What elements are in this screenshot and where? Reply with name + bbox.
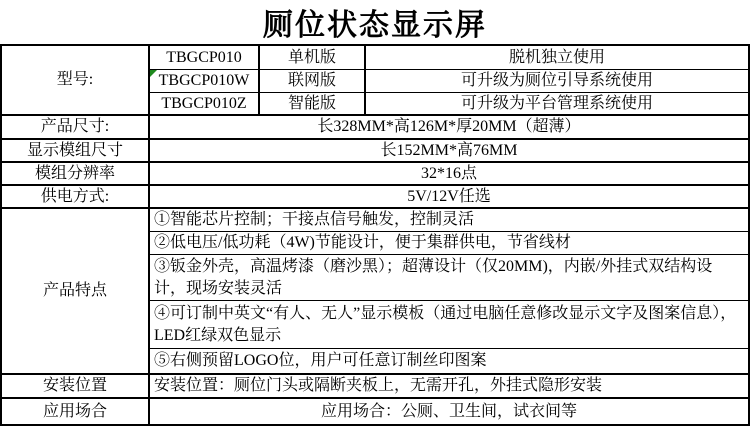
install-label-cell: 安装位置: [2, 375, 150, 399]
spec-label-cell: 供电方式:: [2, 186, 150, 209]
model-desc-cell: 可升级为平台管理系统使用: [366, 93, 748, 116]
features-label-cell: 产品特点: [2, 209, 150, 375]
install-value-cell: 安装位置：厕位门头或隔断夹板上，无需开孔，外挂式隐形安装: [150, 375, 748, 399]
comment-marker-icon: [150, 70, 157, 77]
model-code-cell: [150, 70, 260, 93]
model-code-cell: TBGCP010: [150, 46, 260, 70]
feature-item-cell: ①智能芯片控制；干接点信号触发，控制灵活: [150, 209, 748, 232]
feature-item-cell: ③钣金外壳，高温烤漆（磨沙黑）；超薄设计（仅20MM)，内嵌/外挂式双结构设计，现场安装灵活: [150, 255, 748, 301]
feature-item-cell: ②低电压/低功耗（4W)节能设计，便于集群供电，节省线材: [150, 232, 748, 255]
model-edition-cell: 单机版: [260, 46, 366, 70]
spec-value-cell: 32*16点: [150, 163, 748, 186]
spec-value-cell: 长152MM*高76MM: [150, 140, 748, 163]
spec-label-cell: 显示模组尺寸: [2, 140, 150, 163]
feature-item-cell: ⑤右侧预留LOGO位，用户可任意订制丝印图案: [150, 349, 748, 375]
spec-table: [0, 44, 750, 426]
model-code-text: TBGCP010W: [158, 72, 250, 89]
application-label-cell: 应用场合: [2, 399, 150, 424]
page-title: 厕位状态显示屏: [263, 9, 487, 42]
spec-label-cell: 模组分辨率: [2, 163, 150, 186]
spec-label-cell: 产品尺寸:: [2, 116, 150, 140]
spec-value-cell: 5V/12V任选: [150, 186, 748, 209]
feature-item-cell: ④可订制中英文“有人、无人”显示模板（通过电脑任意修改显示文字及图案信息），LED红绿双色显示: [150, 301, 748, 349]
application-value-cell: 应用场合：公厕、卫生间，试衣间等: [320, 402, 577, 420]
model-desc-cell: 脱机独立使用: [366, 46, 748, 70]
spec-value-cell: 长328MM*高126M*厚20MM（超薄）: [150, 116, 748, 140]
model-desc-cell: 可升级为厕位引导系统使用: [366, 70, 748, 93]
model-edition-cell: 智能版: [260, 93, 366, 116]
model-label-cell: 型号:: [2, 46, 150, 116]
model-edition-cell: 联网版: [260, 70, 366, 93]
model-code-cell: TBGCP010Z: [150, 93, 260, 116]
